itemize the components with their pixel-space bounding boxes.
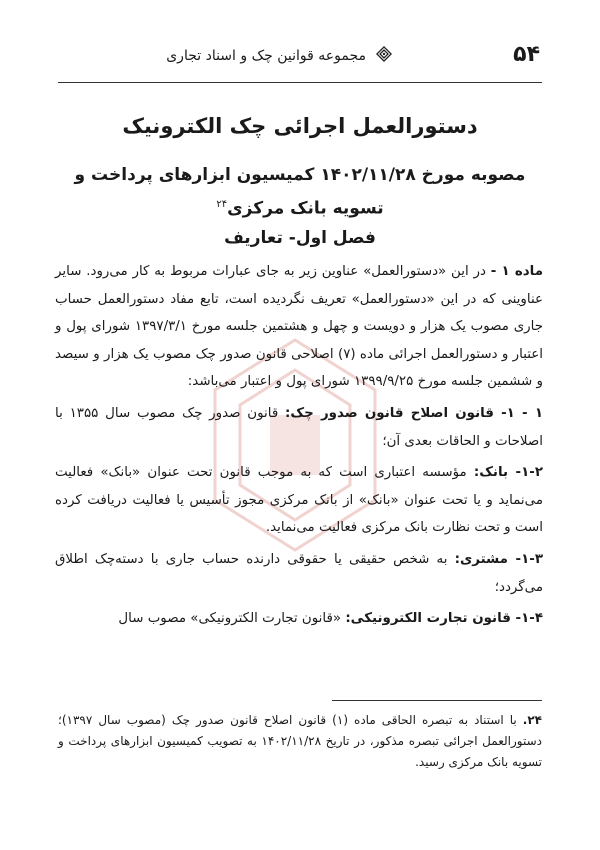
article-label: ماده ۱ -	[490, 264, 543, 279]
page-title: دستورالعمل اجرائی چک الکترونیک	[122, 114, 478, 138]
approval-subtitle	[50, 160, 550, 224]
article-text: «قانون تجارت الکترونیکی» مصوب سال	[118, 611, 346, 627]
footnote-divider	[332, 700, 542, 701]
article-label: ۱-۳- مشتری:	[454, 551, 543, 567]
subtitle-text: مصوبه مورخ ۱۴۰۲/۱۱/۲۸ کمیسیون ابزارهای پرداخت و تسویه بانک مرکزی	[74, 165, 526, 219]
article-text: مؤسسه اعتباری است که به موجب قانون تحت عنوان «بانک» فعالیت می‌نماید و یا تحت عنوان «بانک» از بانک مرکزی مجوز تأسیس یا فعالیت دریافت کرده است و تحت نظارت بانک مرکزی فعالیت می‌نماید.	[55, 465, 543, 536]
article-1-1	[55, 400, 543, 455]
article-1-2	[55, 459, 543, 542]
article-label: ۱-۴- قانون تجارت الکترونیکی:	[345, 611, 543, 627]
page-header	[58, 38, 542, 83]
article-text: قانون صدور چک مصوب سال ۱۳۵۵ با اصلاحات و الحاقات بعدی آن؛	[55, 405, 543, 449]
article-1-3	[55, 546, 543, 601]
page-number: ۵۴	[513, 42, 540, 67]
chapter-heading: فصل اول- تعاریف	[224, 228, 376, 248]
footnote-number: ۲۴.	[522, 713, 542, 727]
article-body	[55, 258, 543, 637]
footnote-reference: ۲۴	[216, 199, 228, 210]
book-title: مجموعه قوانین چک و اسناد تجاری	[166, 48, 366, 64]
footnote-text: با استناد به تبصره الحاقی ماده (۱) قانون اصلاح قانون صدور چک (مصوب سال ۱۳۹۷)؛ دستورالعمل اجرائی تبصره مذکور، در تاریخ ۱۴۰۲/۱۱/۲۸ به تصویب کمیسیون ابزارهای پرداخت و تسویه بانک مرکزی رسید.	[58, 713, 542, 769]
footnote	[58, 710, 542, 773]
article-1	[55, 258, 543, 396]
article-label: ۱-۲- بانک:	[473, 465, 543, 481]
article-label: ۱ - ۱- قانون اصلاح قانون صدور چک:	[285, 405, 543, 421]
article-1-4	[55, 605, 543, 633]
diamond-knot-icon	[376, 46, 392, 62]
article-text: در این «دستورالعمل» عناوین زیر به جای عبارات مربوط به کار می‌رود. سایر عناوینی که در این «دستورالعمل» تعریف نگردیده است، تابع مفاد دستورالعمل حساب جاری مصوب یک هزار و دویست و چهل و هشتمین جلسه مورخ ۱۳۹۷/۳/۱ شورای پول و اعتبار و دستورالعمل اجرائی ماده (۷) اصلاحی قانون صدور چک مصوب یک هزار و سیصد و ششمین جلسه مورخ ۱۳۹۹/۹/۲۵ شورای پول و اعتبار می‌باشد:	[55, 264, 543, 390]
article-text: به شخص حقیقی یا حقوقی دارنده حساب جاری با دسته‌چک اطلاق می‌گردد؛	[55, 551, 543, 595]
